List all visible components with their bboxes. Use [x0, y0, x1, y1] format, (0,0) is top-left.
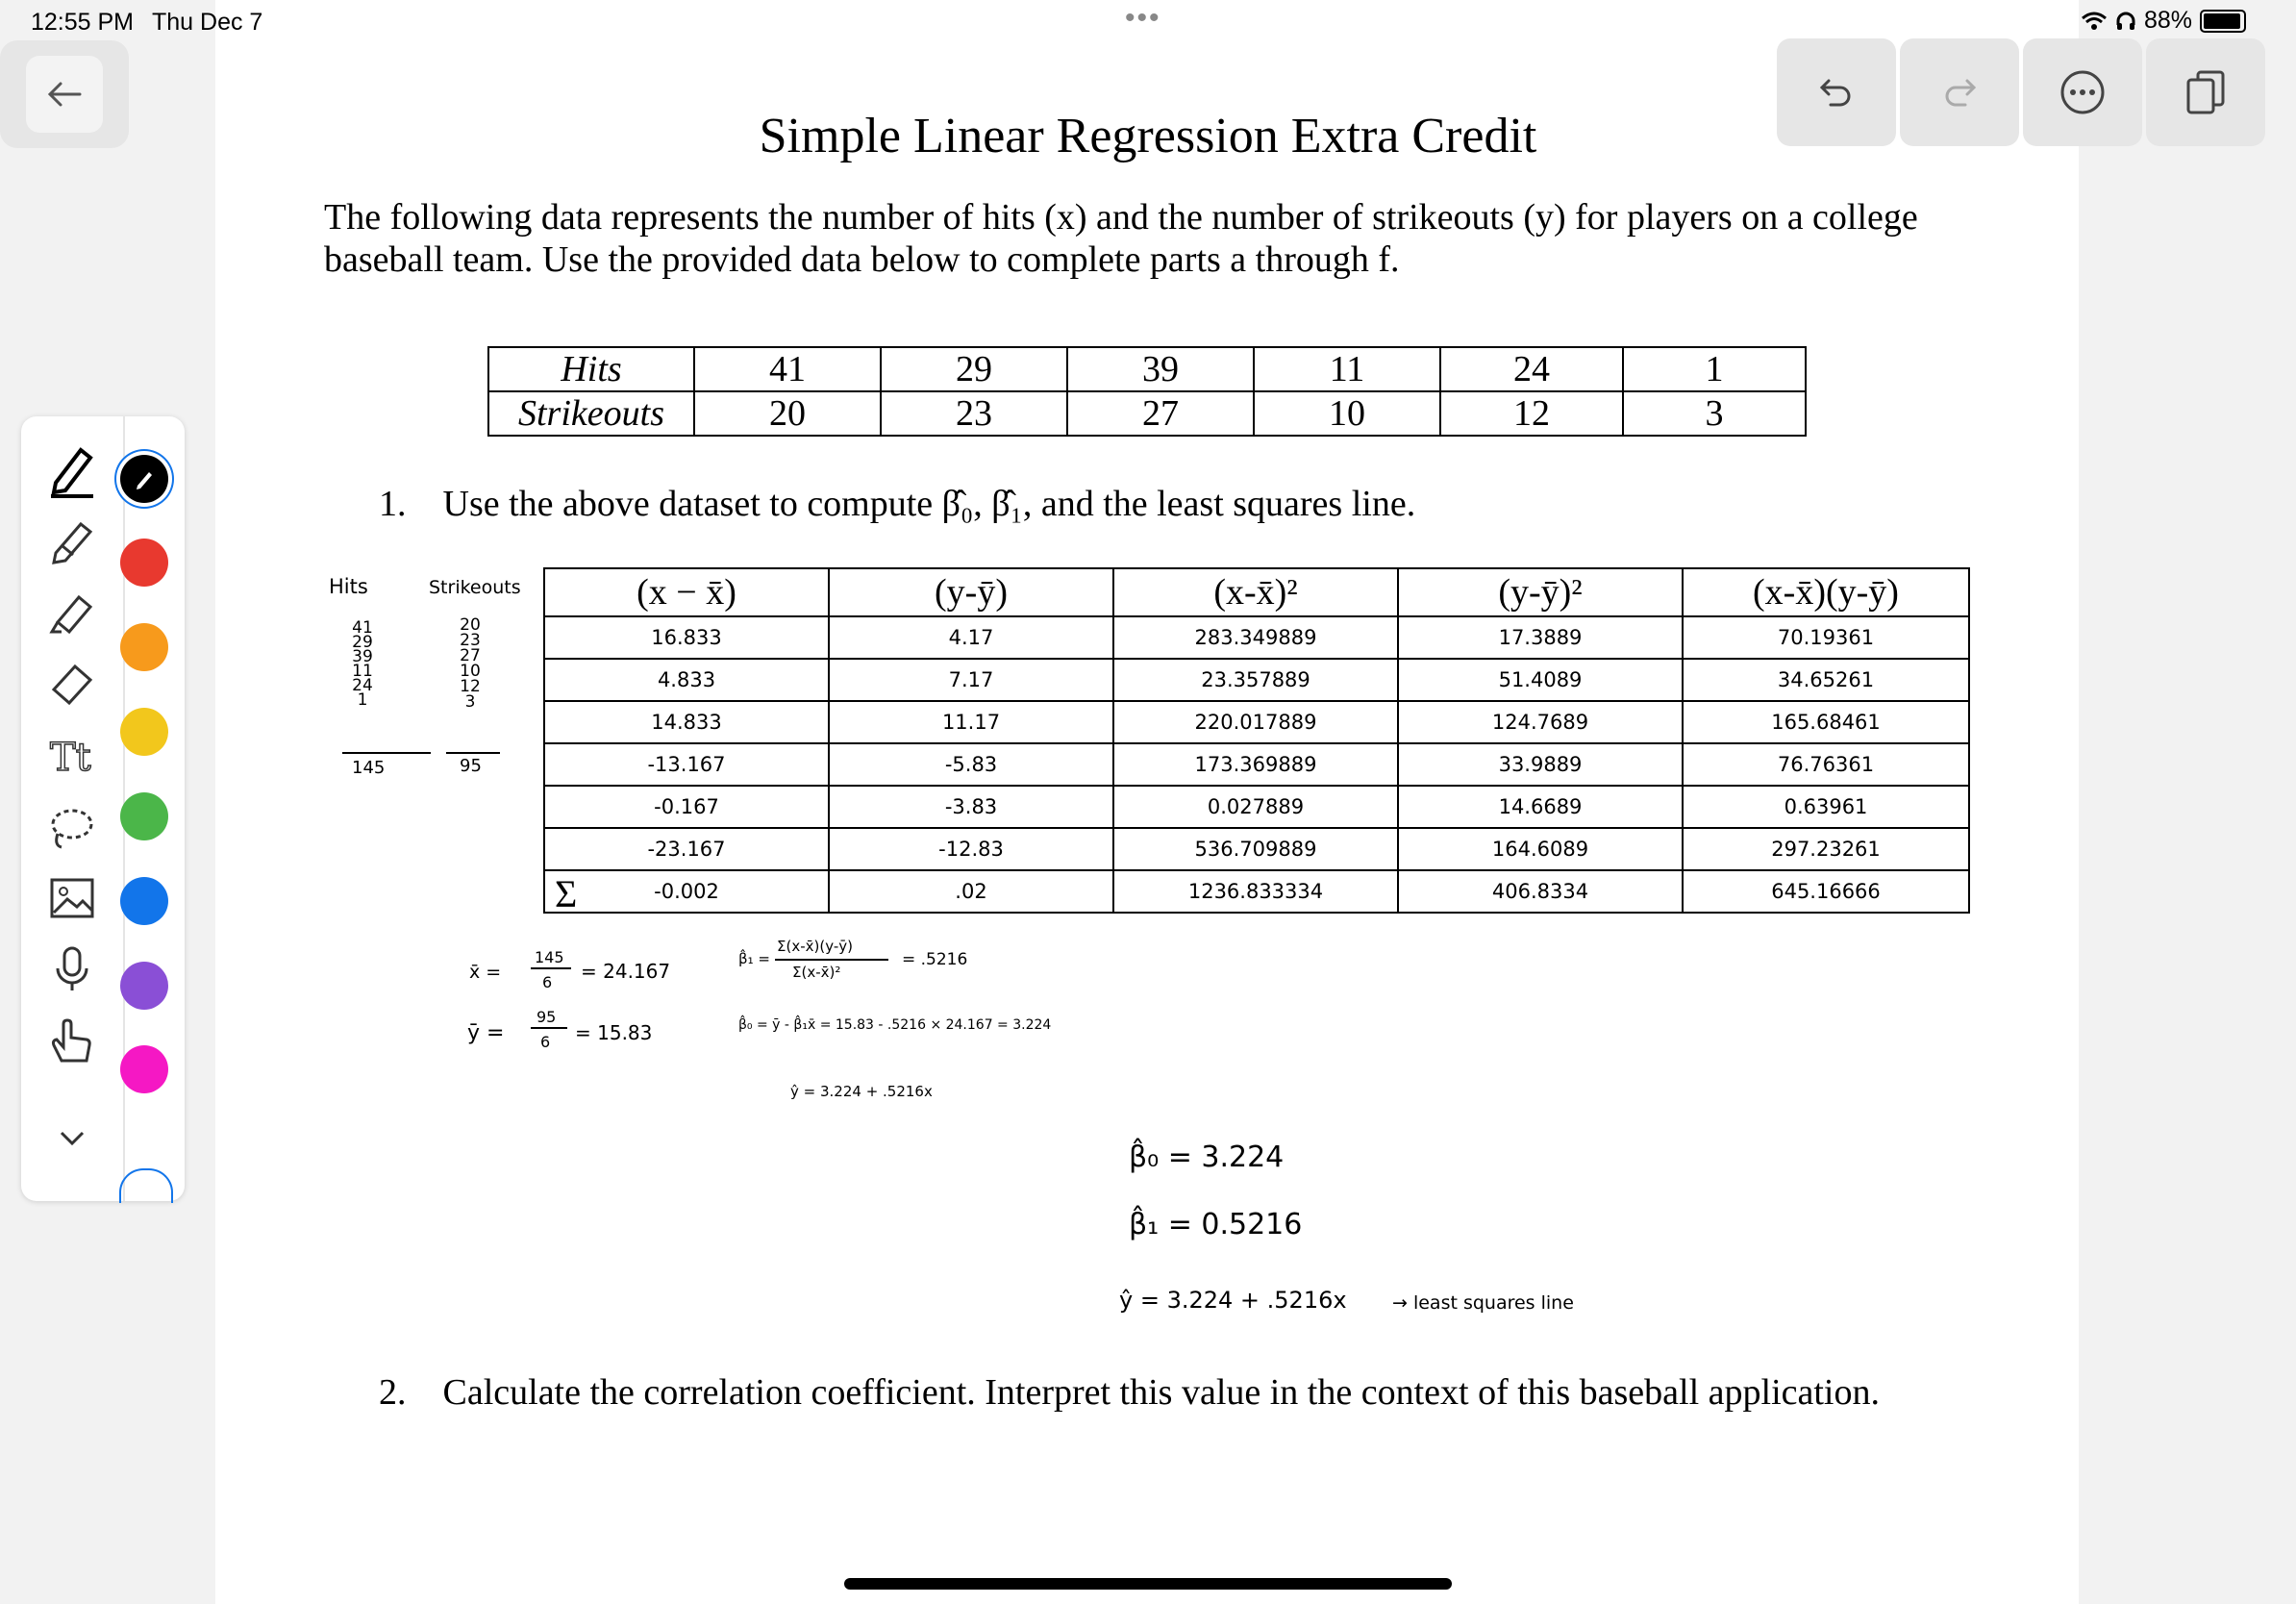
status-date: Thu Dec 7	[152, 9, 263, 36]
color-swatch-green[interactable]	[120, 792, 168, 840]
highlighter-icon	[48, 589, 96, 638]
hw-xbar-value: = 24.167	[581, 960, 671, 983]
text-tool[interactable]	[38, 728, 106, 784]
chevron-down-icon	[58, 1129, 87, 1148]
table-cell: 14.833	[544, 701, 829, 743]
question-2	[379, 1371, 1880, 1414]
table-row	[544, 743, 1969, 786]
table-cell: 1236.833334	[1113, 870, 1398, 913]
hw-value: 12	[460, 677, 481, 696]
hw-xbar-label: x̄ =	[469, 962, 502, 983]
table-row	[488, 347, 1806, 391]
table-cell: 3	[1623, 391, 1806, 436]
color-swatch-blue[interactable]	[120, 877, 168, 925]
hw-value: 27	[460, 646, 481, 665]
table-cell: 645.16666	[1683, 870, 1969, 913]
table-cell: 4.833	[544, 659, 829, 701]
table-cell: -0.167	[544, 786, 829, 828]
selected-pen-icon	[120, 455, 168, 503]
column-header: (y-ȳ)²	[1398, 568, 1683, 616]
hw-value: 39	[352, 647, 373, 666]
table-cell: 23.357889	[1113, 659, 1398, 701]
table-row	[544, 616, 1969, 659]
table-cell: 29	[881, 347, 1067, 391]
table-row	[544, 786, 1969, 828]
table-cell: 536.709889	[1113, 828, 1398, 870]
table-cell: 7.17	[829, 659, 1113, 701]
color-swatch-pink[interactable]	[120, 1045, 168, 1093]
pen-tool[interactable]	[38, 443, 106, 499]
table-cell: 16.833	[544, 616, 829, 659]
column-header: (x-x̄)(y-ȳ)	[1683, 568, 1969, 616]
table-cell: 164.6089	[1398, 828, 1683, 870]
hw-strikeouts-column	[456, 617, 485, 710]
tool-column	[21, 416, 125, 1201]
hw-xbar-num: 145	[535, 948, 564, 966]
hw-value: 24	[352, 676, 373, 695]
table-cell: 0.63961	[1683, 786, 1969, 828]
eraser-icon	[48, 661, 96, 709]
table-cell: 10	[1254, 391, 1440, 436]
color-swatch-orange[interactable]	[120, 623, 168, 671]
table-cell: 4.17	[829, 616, 1113, 659]
table-cell: 0.027889	[1113, 786, 1398, 828]
headphones-icon	[2115, 11, 2136, 32]
question-1	[379, 483, 1415, 525]
more-colors-button[interactable]	[119, 1168, 173, 1203]
sum-symbol: Σ	[555, 872, 578, 915]
sum-value: -0.002	[654, 880, 719, 903]
hw-strikeouts-label: Strikeouts	[429, 577, 521, 598]
home-indicator[interactable]	[844, 1578, 1452, 1590]
hw-value: 29	[352, 633, 373, 652]
arrow-left-icon	[47, 81, 82, 108]
table-cell: 39	[1067, 347, 1254, 391]
hw-yhat-final: ŷ = 3.224 + .5216x	[1119, 1287, 1347, 1314]
hw-b1-denominator: Σ(x-x̄)²	[792, 964, 841, 981]
data-table	[487, 346, 1807, 437]
pencil-tool[interactable]	[38, 514, 106, 570]
lasso-icon	[48, 803, 96, 851]
image-tool[interactable]	[38, 870, 106, 926]
hw-value: 20	[460, 615, 481, 635]
hw-b1-value: = .5216	[902, 950, 968, 969]
table-cell: 27	[1067, 391, 1254, 436]
microphone-icon	[48, 945, 96, 993]
table-cell: 220.017889	[1113, 701, 1398, 743]
table-row	[544, 701, 1969, 743]
color-swatch-red[interactable]	[120, 539, 168, 587]
battery-icon	[2200, 10, 2246, 33]
page-title: Simple Linear Regression Extra Credit	[759, 109, 1537, 163]
question-number: 2.	[379, 1372, 407, 1413]
hw-xbar-den: 6	[542, 973, 553, 991]
hw-ybar-value: = 15.83	[575, 1021, 653, 1044]
table-cell: 124.7689	[1398, 701, 1683, 743]
microphone-tool[interactable]	[38, 941, 106, 997]
question-number: 1.	[379, 484, 407, 524]
intro-paragraph: The following data represents the number of hits (x) and the number of strikeouts (y) for players on a college baseball team. Use the provided data below to complete parts a through f.	[324, 197, 1918, 280]
table-cell: 1	[1623, 347, 1806, 391]
collapse-toolbar-button[interactable]	[38, 1111, 106, 1166]
hw-hits-sum: 145	[352, 758, 386, 778]
table-cell: 33.9889	[1398, 743, 1683, 786]
hw-hits-column	[350, 618, 375, 710]
table-cell	[544, 870, 829, 913]
undo-icon	[1819, 77, 1854, 108]
hw-value: 41	[352, 618, 373, 638]
hand-tool[interactable]	[38, 1013, 106, 1068]
table-cell: -23.167	[544, 828, 829, 870]
table-cell: -3.83	[829, 786, 1113, 828]
pencil-icon	[48, 518, 96, 566]
column-header: (y-ȳ)	[829, 568, 1113, 616]
svg-text:Tt: Tt	[50, 736, 91, 780]
hw-value: 10	[460, 662, 481, 681]
column-header: (x − x̄)	[544, 568, 829, 616]
hw-strikeouts-sum: 95	[460, 756, 482, 776]
table-cell: -13.167	[544, 743, 829, 786]
drawing-tool-panel	[21, 416, 185, 1201]
text-icon	[48, 732, 96, 780]
table-cell: 283.349889	[1113, 616, 1398, 659]
status-time: 12:55 PM	[31, 9, 135, 36]
hw-b1-final: β̂₁ = 0.5216	[1129, 1208, 1303, 1241]
hand-pointer-icon	[48, 1016, 96, 1065]
table-row	[544, 828, 1969, 870]
status-right	[2081, 7, 2246, 35]
table-cell: 24	[1440, 347, 1623, 391]
color-swatch-yellow[interactable]	[120, 708, 168, 756]
color-swatch-purple[interactable]	[120, 962, 168, 1010]
multitasking-dots[interactable]: •••	[1125, 2, 1161, 34]
hw-hits-label: Hits	[329, 575, 368, 598]
question-text: Calculate the correlation coefficient. Interpret this value in the context of this baseball application.	[442, 1372, 1880, 1413]
table-cell: -5.83	[829, 743, 1113, 786]
strikeouts-label: Strikeouts	[488, 391, 694, 436]
hw-ybar-den: 6	[540, 1033, 551, 1051]
hw-b1-numerator: Σ(x-x̄)(y-ȳ)	[777, 938, 853, 955]
table-header-row	[544, 568, 1969, 616]
table-cell: 12	[1440, 391, 1623, 436]
table-cell: 76.76361	[1683, 743, 1969, 786]
hw-yhat-line: ŷ = 3.224 + .5216x	[790, 1083, 933, 1100]
battery-percent: 88%	[2143, 7, 2192, 34]
sum-row	[544, 870, 1969, 913]
table-cell: 14.6689	[1398, 786, 1683, 828]
wifi-icon	[2081, 11, 2108, 32]
hw-value: 23	[460, 631, 481, 650]
hw-ybar-label: ȳ =	[467, 1021, 505, 1045]
pen-icon	[48, 444, 96, 498]
hw-value: 3	[464, 692, 476, 712]
table-cell: 41	[694, 347, 881, 391]
hw-b0-line: β̂₀ = ȳ - β̂₁x̄ = 15.83 - .5216 × 24.167 = 3.224	[738, 1017, 1052, 1033]
table-cell: 34.65261	[1683, 659, 1969, 701]
table-cell: 11	[1254, 347, 1440, 391]
table-cell: -12.83	[829, 828, 1113, 870]
table-cell: .02	[829, 870, 1113, 913]
question-text: Use the above dataset to compute β̂₀, β̂₁, and the least squares line.	[442, 484, 1416, 524]
computation-table	[543, 567, 1970, 914]
table-cell: 297.23261	[1683, 828, 1969, 870]
image-icon	[48, 874, 96, 922]
hw-b1-lhs: β̂₁ =	[738, 950, 770, 967]
color-swatch-black[interactable]	[120, 455, 168, 503]
table-cell: 165.68461	[1683, 701, 1969, 743]
table-cell: 20	[694, 391, 881, 436]
hw-ybar-num: 95	[537, 1008, 557, 1026]
table-cell: 23	[881, 391, 1067, 436]
table-cell: 11.17	[829, 701, 1113, 743]
hw-value: 11	[352, 662, 373, 681]
table-cell: 17.3889	[1398, 616, 1683, 659]
table-row	[488, 391, 1806, 436]
table-cell: 173.369889	[1113, 743, 1398, 786]
lasso-tool[interactable]	[38, 799, 106, 855]
eraser-tool[interactable]	[38, 657, 106, 713]
table-row	[544, 659, 1969, 701]
hw-value: 1	[357, 690, 368, 710]
hw-arrow-note: → least squares line	[1392, 1292, 1574, 1314]
table-cell: 70.19361	[1683, 616, 1969, 659]
column-header: (x-x̄)²	[1113, 568, 1398, 616]
highlighter-tool[interactable]	[38, 586, 106, 641]
table-cell: 51.4089	[1398, 659, 1683, 701]
hits-label: Hits	[488, 347, 694, 391]
hw-b0-final: β̂₀ = 3.224	[1129, 1140, 1285, 1174]
redo-icon	[1942, 77, 1977, 108]
table-cell: 406.8334	[1398, 870, 1683, 913]
